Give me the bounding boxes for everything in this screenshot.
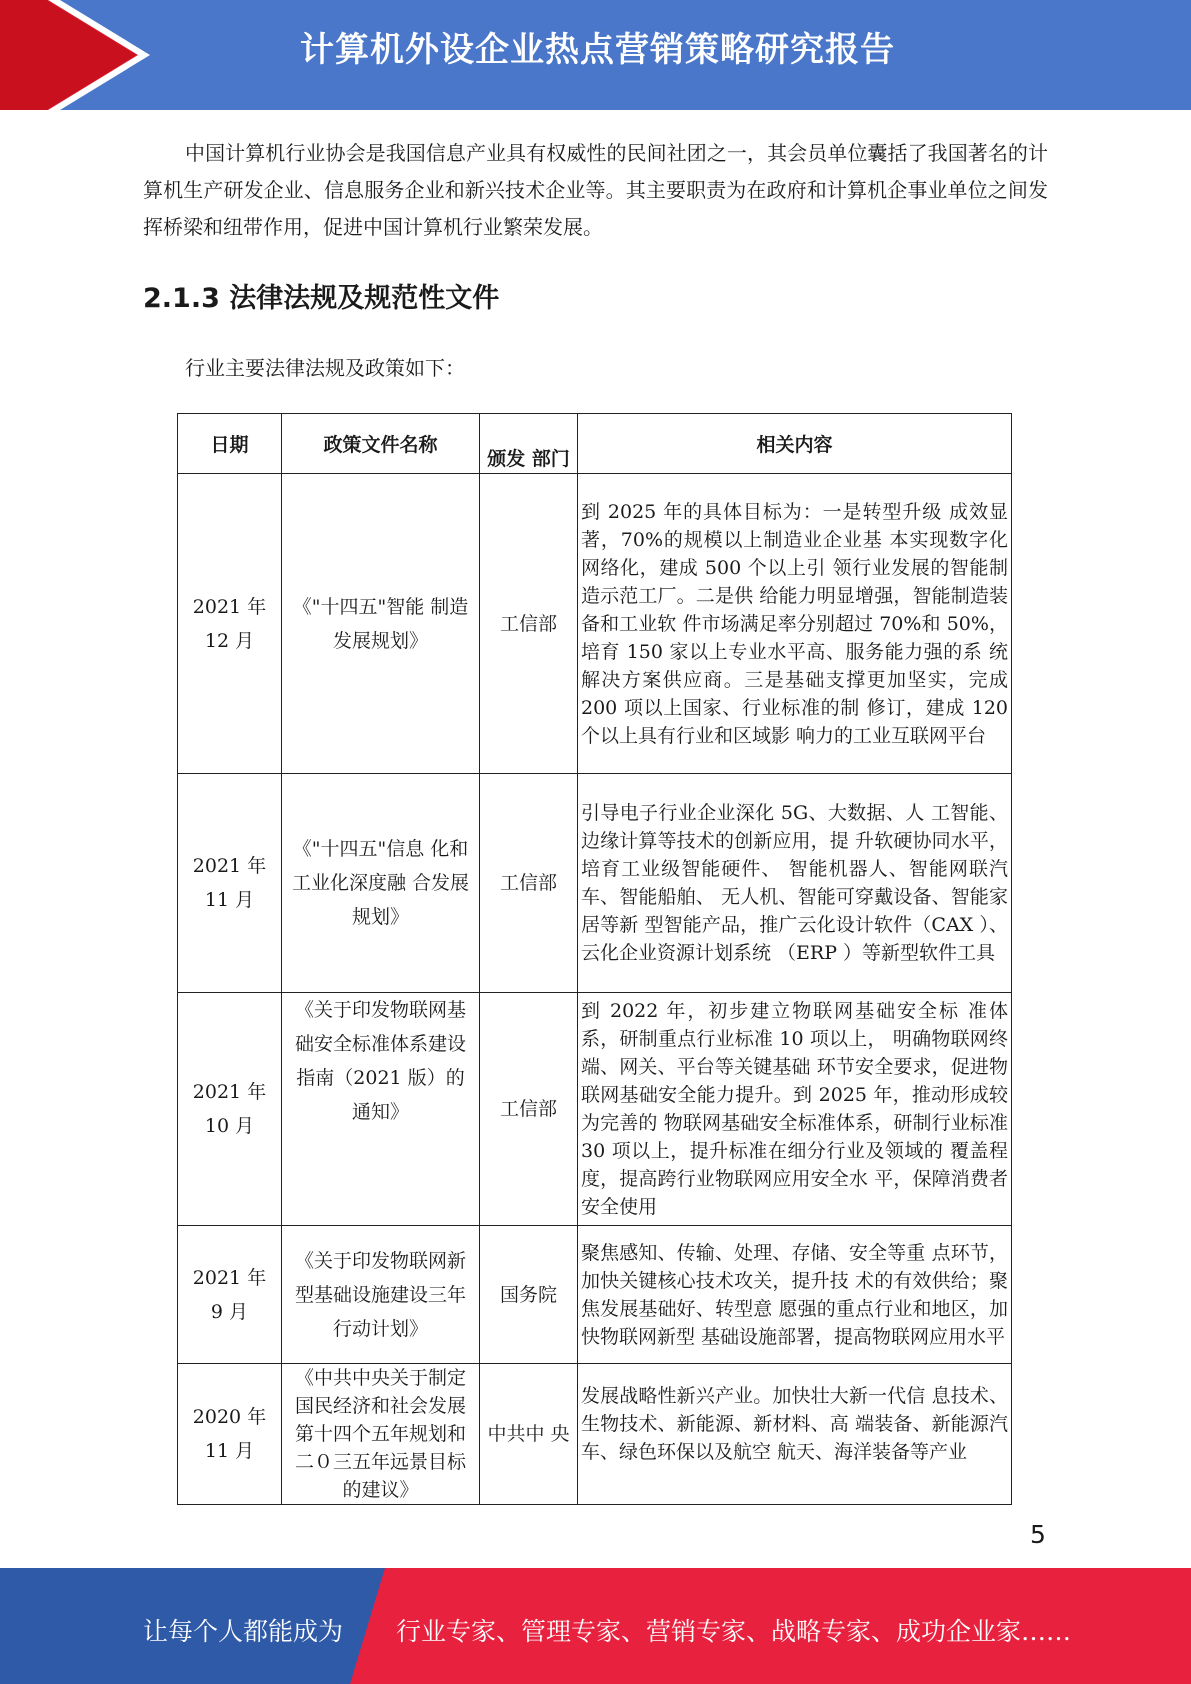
header-date: 日期 <box>178 414 282 474</box>
table-row <box>178 1226 1012 1364</box>
row-dept: 工信部 <box>480 993 578 1226</box>
table-intro: 行业主要法律法规及政策如下： <box>185 356 465 380</box>
row-content: 到 2022 年，初步建立物联网基础安全标 准体系，研制重点行业标准 10 项以上， 明确物联网终端、网关、平台等关键基础 环节安全要求，促进物联网基础安全能力提升。到 2025 年，推动形成较为完善的 物联网基础安全标准体系，研制行业标准 30 项以上，提升标准在细分行业及领域的 覆盖程度，提高跨行业物联网应用安全水 平，保障消费者安全使用 <box>578 993 1012 1226</box>
row-dept: 工信部 <box>480 774 578 993</box>
row-dept: 国务院 <box>480 1226 578 1364</box>
footer-slogan-left: 让每个人都能成为 <box>143 1617 344 1646</box>
header-dept: 颁发 部门 <box>480 414 578 474</box>
report-title: 计算机外设企业热点营销策略研究报告 <box>300 30 895 70</box>
red-chevron-icon <box>0 0 160 110</box>
row-content: 聚焦感知、传输、处理、存储、安全等重 点环节，加快关键核心技术攻关，提升技 术的有效供给；聚焦发展基础好、转型意 愿强的重点行业和地区，加快物联网新型 基础设施部署，提高物联网应用水平 <box>578 1226 1012 1364</box>
header-content: 相关内容 <box>578 414 1012 474</box>
row-content: 到 2025 年的具体目标为：一是转型升级 成效显著，70%的规模以上制造业企业基 本实现数字化网络化，建成 500 个以上引 领行业发展的智能制造示范工厂。二是供 给能力明显增强，智能制造装备和工业软 件市场满足率分别超过 70%和 50%，培育 150 家以上专业水平高、服务能力强的系 统解决方案供应商。三是基础支撑更加坚实，完成 200 项以上国家、行业标准的制 修订，建成 120 个以上具有行业和区域影 响力的工业互联网平台 <box>578 474 1012 774</box>
intro-paragraph: 中国计算机行业协会是我国信息产业具有权威性的民间社团之一，其会员单位囊括了我国著名的计算机生产研发企业、信息服务企业和新兴技术企业等。其主要职责为在政府和计算机企事业单位之间发挥桥梁和纽带作用，促进中国计算机行业繁荣发展。 <box>143 141 1048 239</box>
page-number: 5 <box>1030 1520 1046 1549</box>
table-row <box>178 1364 1012 1505</box>
row-date: 2021 年 12 月 <box>178 474 282 774</box>
row-dept: 工信部 <box>480 474 578 774</box>
row-policy-name: 《关于印发物联网新型基础设施建设三年行动计划》 <box>282 1226 480 1364</box>
row-date: 2020 年 11 月 <box>178 1364 282 1505</box>
row-dept: 中共中 央 <box>480 1364 578 1505</box>
table-row <box>178 993 1012 1226</box>
page-header <box>0 0 1191 110</box>
policy-table <box>177 413 1012 1505</box>
footer-slogan-right: 行业专家、管理专家、营销专家、战略专家、成功企业家…… <box>396 1617 1072 1646</box>
row-policy-name: 《关于印发物联网基础安全标准体系建设指南（2021 版）的通知》 <box>282 993 480 1226</box>
row-policy-name: 《"十四五"信息 化和工业化深度融 合发展规划》 <box>282 774 480 993</box>
section-heading: 2.1.3 法律法规及规范性文件 <box>143 283 500 314</box>
table-row <box>178 774 1012 993</box>
row-date: 2021 年 11 月 <box>178 774 282 993</box>
table-row <box>178 474 1012 774</box>
row-date: 2021 年 10 月 <box>178 993 282 1226</box>
header-name: 政策文件名称 <box>282 414 480 474</box>
table-header-row <box>178 414 1012 474</box>
row-date: 2021 年 9 月 <box>178 1226 282 1364</box>
row-policy-name: 《中共中央关于制定国民经济和社会发展第十四个五年规划和二０三五年远景目标的建议》 <box>282 1364 480 1505</box>
row-content: 引导电子行业企业深化 5G、大数据、人 工智能、边缘计算等技术的创新应用，提 升软硬协同水平，培育工业级智能硬件、 智能机器人、智能网联汽车、智能船舶、 无人机、智能可穿戴设备、智能家居等新 型智能产品，推广云化设计软件（CAX ）、云化企业资源计划系统 （ERP ）等新型软件工具 <box>578 774 1012 993</box>
row-content: 发展战略性新兴产业。加快壮大新一代信 息技术、生物技术、新能源、新材料、高 端装备、新能源汽车、绿色环保以及航空 航天、海洋装备等产业 <box>578 1364 1012 1505</box>
row-policy-name: 《"十四五"智能 制造发展规划》 <box>282 474 480 774</box>
